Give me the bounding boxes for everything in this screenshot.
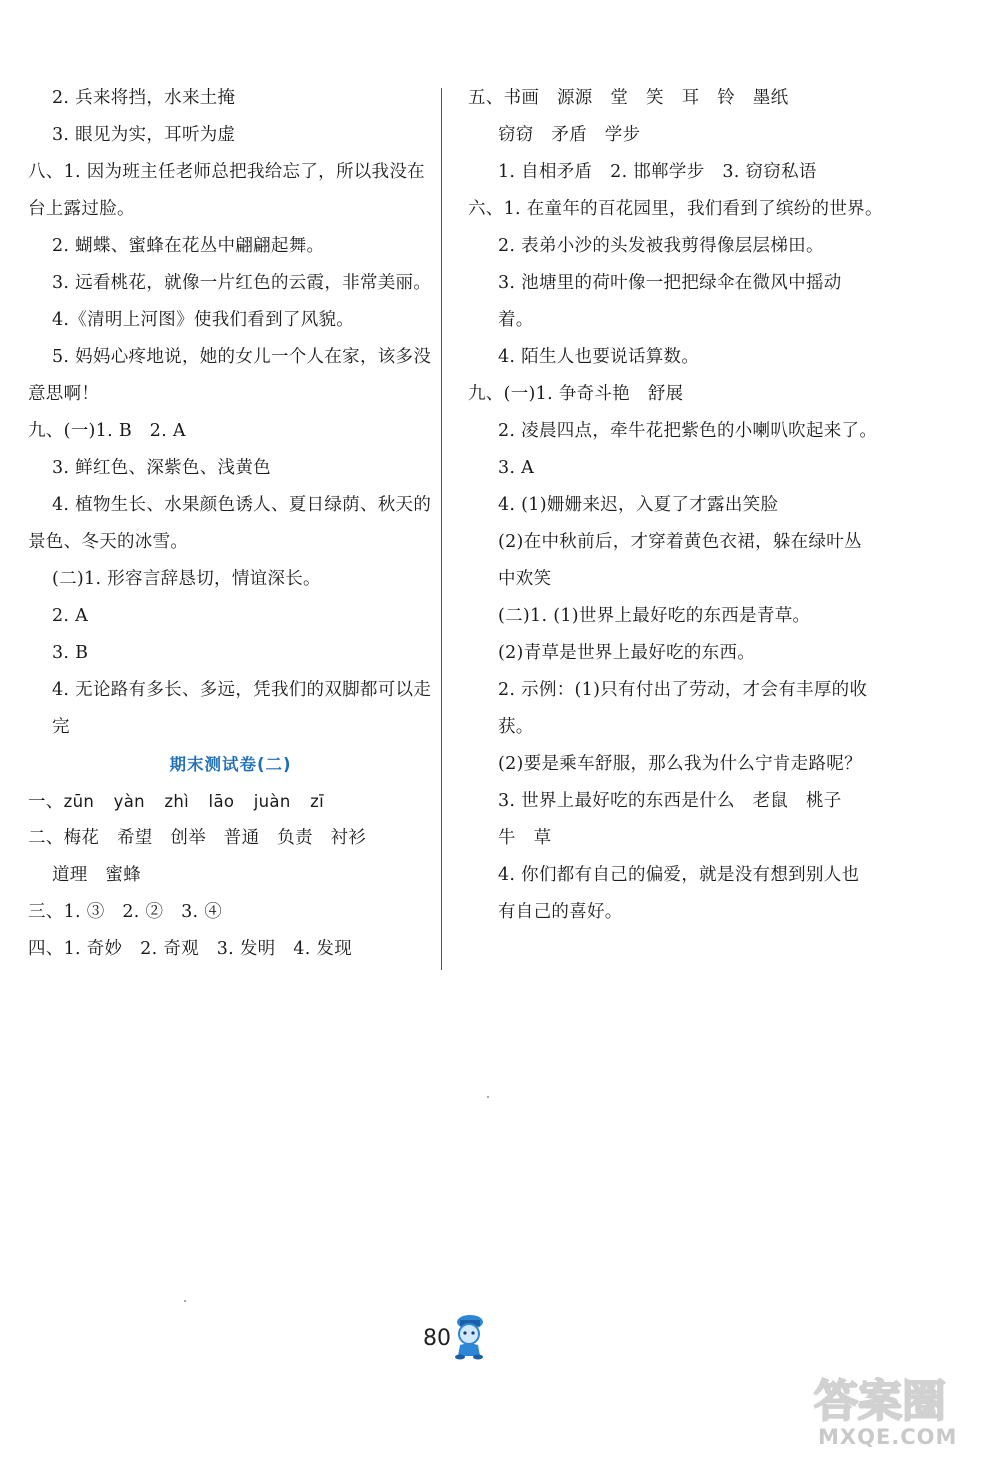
answer-line: 2. 示例：(1)只有付出了劳动，才会有丰厚的收 <box>498 680 868 700</box>
answer-line: 3. 世界上最好吃的东西是什么 老鼠 桃子 <box>498 791 842 811</box>
answer-line: 3. A <box>498 458 535 478</box>
section-title: 期末测试卷(二) <box>169 755 292 774</box>
answer-line: 八、1. 因为班主任老师总把我给忘了，所以我没在 <box>28 162 425 182</box>
scan-speck <box>184 1300 186 1302</box>
answer-line: 获。 <box>498 717 534 737</box>
answer-line: (二)1. 形容言辞恳切，情谊深长。 <box>52 569 321 589</box>
answer-line: 意思啊！ <box>28 384 100 404</box>
pinyin-text: zūn yàn zhì lāo juàn zī <box>63 792 324 811</box>
answer-line: 三、1. ③ 2. ② 3. ④ <box>28 902 223 922</box>
answer-line: 六、1. 在童年的百花园里，我们看到了缤纷的世界。 <box>468 199 883 219</box>
answer-line: 有自己的喜好。 <box>498 902 623 922</box>
column-divider <box>441 88 442 970</box>
answer-line: 2. 凌晨四点，牵牛花把紫色的小喇叭吹起来了。 <box>498 421 878 441</box>
answer-line: 2. 蝴蝶、蜜蜂在花丛中翩翩起舞。 <box>52 236 325 256</box>
watermark-url: MXQE.COM <box>818 1425 958 1449</box>
answer-line: (2)青草是世界上最好吃的东西。 <box>498 643 756 663</box>
answer-line: 景色、冬天的冰雪。 <box>28 532 189 552</box>
answer-line: 3. B <box>52 643 89 663</box>
answer-line: 牛 草 <box>498 828 552 848</box>
answer-line: 3. 眼见为实，耳听为虚 <box>52 125 236 145</box>
answer-line: 2. A <box>52 606 89 626</box>
pinyin-answer-line <box>28 783 433 820</box>
answer-block-2 <box>28 820 433 968</box>
answer-line: 4. 你们都有自己的偏爱，就是没有想到别人也 <box>498 865 860 885</box>
answer-line: 台上露过脸。 <box>28 199 135 219</box>
answer-line: 3. 鲜红色、深紫色、浅黄色 <box>52 458 271 478</box>
pinyin-prefix: 一、 <box>28 792 64 812</box>
answer-line: 3. 远看桃花，就像一片红色的云霞，非常美丽。 <box>52 273 432 293</box>
answer-line: 5. 妈妈心疼地说，她的女儿一个人在家，该多没 <box>52 347 432 367</box>
answer-block-1 <box>28 80 433 746</box>
answer-line: 中欢笑 <box>498 569 552 589</box>
answer-line: 2. 兵来将挡，水来土掩 <box>52 88 236 108</box>
answer-line: 4. 无论路有多长、多远，凭我们的双脚都可以走 <box>52 680 432 700</box>
answer-line: 4. 植物生长、水果颜色诱人、夏日绿荫、秋天的 <box>52 495 432 515</box>
answer-line: 二、梅花 希望 创举 普通 负责 衬衫 <box>28 828 367 848</box>
answer-line: 2. 表弟小沙的头发被我剪得像层层梯田。 <box>498 236 824 256</box>
answer-line: 完 <box>52 717 70 737</box>
answer-line: 1. 自相矛盾 2. 邯郸学步 3. 窃窃私语 <box>498 162 817 182</box>
answer-line: 着。 <box>498 310 534 330</box>
answer-line: (二)1. (1)世界上最好吃的东西是青草。 <box>498 606 811 626</box>
answer-line: 4.《清明上河图》使我们看到了风貌。 <box>52 310 355 330</box>
answer-block-right <box>468 80 888 931</box>
right-column <box>468 80 888 931</box>
left-column <box>28 80 433 968</box>
page-number: 80 <box>423 1326 451 1351</box>
scan-speck <box>487 1096 489 1098</box>
answer-line: 3. 池塘里的荷叶像一把把绿伞在微风中摇动 <box>498 273 842 293</box>
answer-line: 窃窃 矛盾 学步 <box>498 125 641 145</box>
answer-line: (2)在中秋前后，才穿着黄色衣裙，躲在绿叶丛 <box>498 532 862 552</box>
watermark-cn: 答案圈 <box>814 1376 946 1427</box>
answer-line: (2)要是乘车舒服，那么我为什么宁肯走路呢？ <box>498 754 862 774</box>
answer-line: 九、(一)1. B 2. A <box>28 421 186 441</box>
answer-line: 四、1. 奇妙 2. 奇观 3. 发明 4. 发现 <box>28 939 353 959</box>
answer-line: 4. 陌生人也要说话算数。 <box>498 347 700 367</box>
answer-line: 五、书画 源源 堂 笑 耳 铃 墨纸 <box>468 88 789 108</box>
answer-line: 道理 蜜蜂 <box>52 865 141 885</box>
mascot-icon <box>448 1312 490 1360</box>
answer-line: 4. (1)姗姗来迟，入夏了才露出笑脸 <box>498 495 779 515</box>
answer-line: 九、(一)1. 争奇斗艳 舒展 <box>468 384 684 404</box>
watermark-logo-icon <box>808 1370 968 1428</box>
